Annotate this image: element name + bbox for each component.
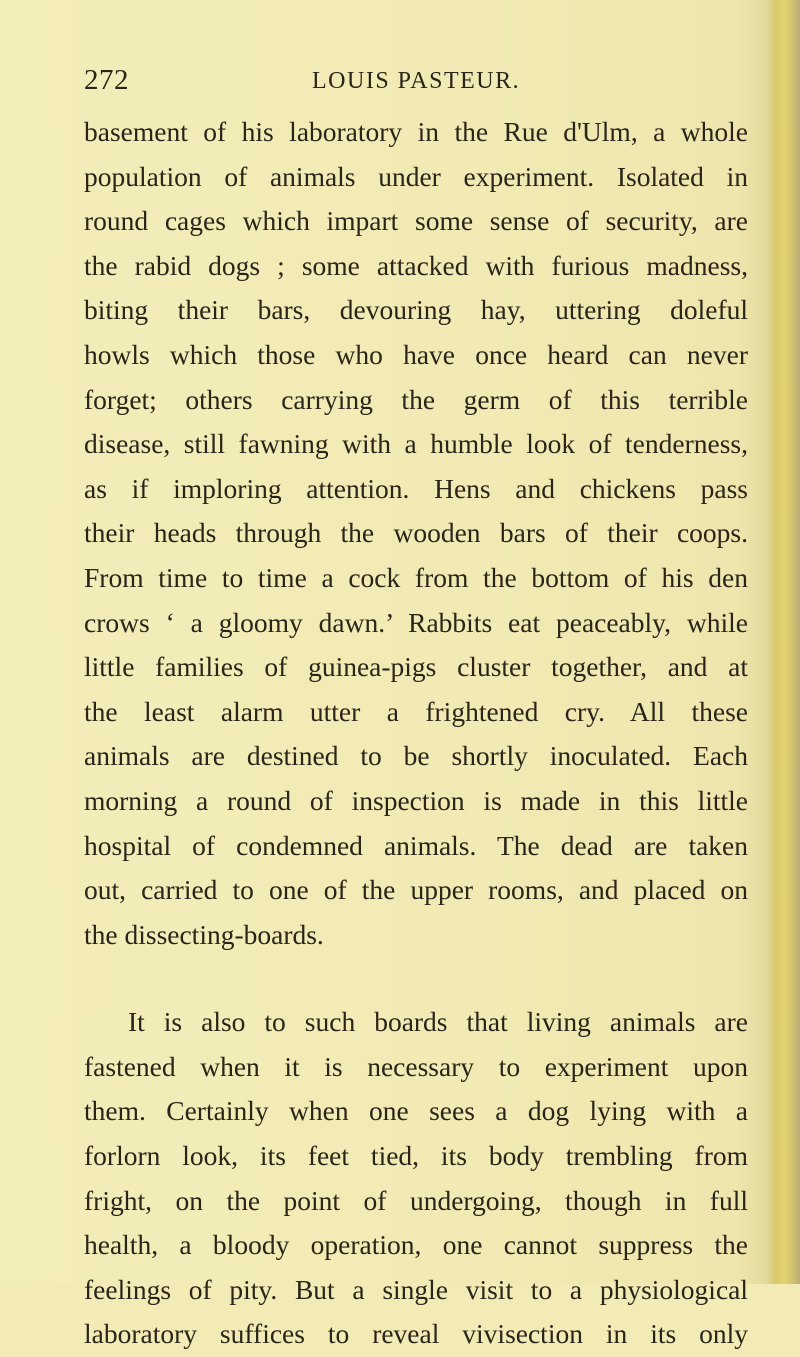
text-line: feelings of pity. But a single visit to a physiological <box>84 1273 748 1305</box>
text-line: the rabid dogs ; some attacked with furious madness, <box>84 249 748 281</box>
text-line: their heads through the wooden bars of their coops. <box>84 517 748 549</box>
text-line: It is also to such boards that living animals are <box>128 1006 748 1038</box>
text-line: them. Certainly when one sees a dog lying with a <box>84 1095 748 1127</box>
text-line: out, carried to one of the upper rooms, and placed on <box>84 874 748 906</box>
text-line: the least alarm utter a frightened cry. All these <box>84 695 748 727</box>
text-line: From time to time a cock from the bottom of his den <box>84 561 748 593</box>
text-line: forlorn look, its feet tied, its body trembling from <box>84 1140 748 1172</box>
text-line: disease, still fawning with a humble look of tenderness, <box>84 428 748 460</box>
text-line: crows ‘ a gloomy dawn.’ Rabbits eat peaceably, while <box>84 606 748 638</box>
paragraph-2 <box>84 1000 748 1357</box>
paragraph-1 <box>84 110 748 957</box>
text-line: health, a bloody operation, one cannot suppress the <box>84 1229 748 1261</box>
running-title: LOUIS PASTEUR. <box>312 68 521 94</box>
running-header <box>0 64 760 104</box>
text-line: basement of his laboratory in the Rue d'Ulm, a whole <box>84 116 748 147</box>
text-line: as if imploring attention. Hens and chickens pass <box>84 472 748 504</box>
text-line: fright, on the point of undergoing, though in full <box>84 1184 748 1216</box>
text-line: biting their bars, devouring hay, uttering doleful <box>84 294 748 326</box>
text-line: population of animals under experiment. Isolated in <box>84 160 748 192</box>
text-line: morning a round of inspection is made in this little <box>84 784 748 816</box>
text-line: laboratory suffices to reveal vivisection in its only <box>84 1318 748 1350</box>
text-line: forget; others carrying the germ of this terrible <box>84 383 748 415</box>
text-line: howls which those who have once heard can never <box>84 338 748 370</box>
text-line: round cages which impart some sense of security, are <box>84 205 748 237</box>
text-line: little families of guinea-pigs cluster together, and at <box>84 651 748 683</box>
body-text <box>84 110 748 1357</box>
page-edge-shadow <box>766 0 800 1284</box>
text-line: fastened when it is necessary to experiment upon <box>84 1050 748 1082</box>
text-line: hospital of condemned animals. The dead are taken <box>84 829 748 861</box>
text-line: the dissecting-boards. <box>84 918 324 950</box>
paragraph-spacer <box>84 957 748 1000</box>
text-line: animals are destined to be shortly inoculated. Each <box>84 740 748 772</box>
page-number: 272 <box>84 64 129 96</box>
